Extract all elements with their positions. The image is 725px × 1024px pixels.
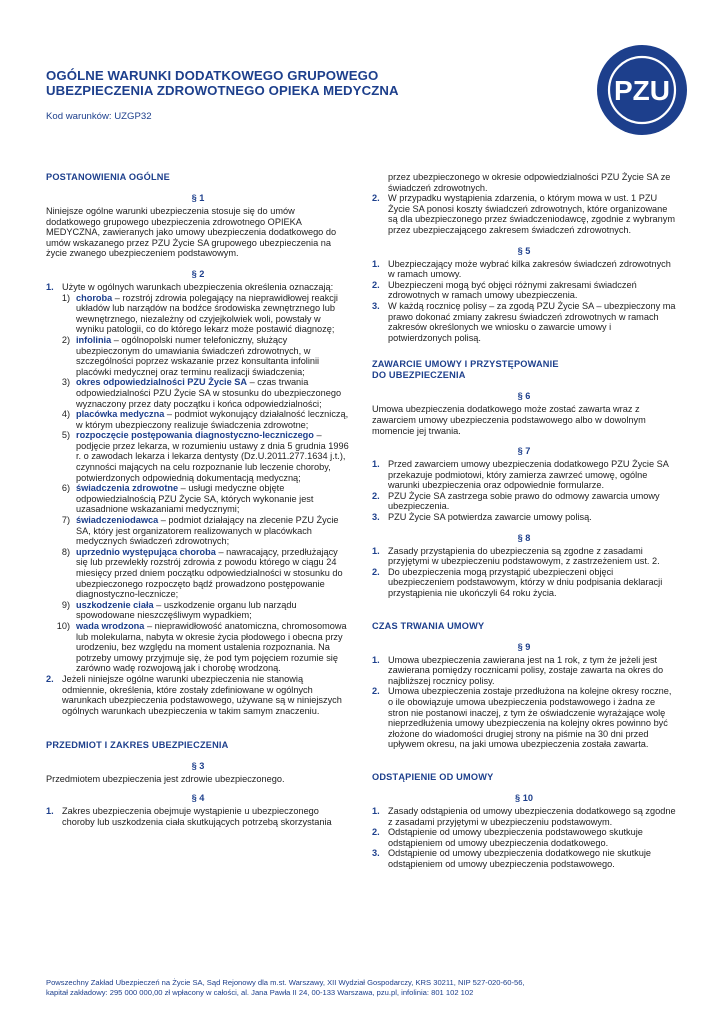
list-item: 2. PZU Życie SA zastrzega sobie prawo do odmowy zawarcia umowy ubezpieczenia. xyxy=(372,490,660,512)
definition-term: okres odpowiedzialności PZU Życie SA xyxy=(76,377,248,388)
definition-item: 7) świadczeniodawca – podmiot działający na zlecenie PZU Życie SA, który jest organizatorem realizowanych w placówkach medycznych świadczeń zdrowotnych; xyxy=(61,515,339,547)
definition-text: – podmiot działający na zlecenie PZU Życie SA, który jest organizatorem realizowanych w placówkach medycznych świadczeń zdrowotnych; xyxy=(76,515,339,547)
definition-item: 2) infolinia – ogólnopolski numer telefoniczny, służący ubezpieczonym do umawiania świadczeń zdrowotnych, w szczególności poprzez wskazanie przez konsultanta infolinii placówki medycznej oraz terminu realizacji świadczenia; xyxy=(61,334,320,377)
company-footer xyxy=(46,978,686,998)
definition-term: placówka medyczna xyxy=(76,409,165,420)
pzu-logo-text: PZU xyxy=(614,75,670,106)
section-heading-scope: PRZEDMIOT I ZAKRES UBEZPIECZENIA xyxy=(46,740,229,751)
list-item: 1. Zasady przystąpienia do ubezpieczenia są zgodne z zasadami przyjętymi w ubezpieczeniu podstawowym, z zastrzeżeniem ust. 2. xyxy=(372,545,660,567)
definition-text: – podjęcie przez lekarza, w rozumieniu ustawy z dnia 5 grudnia 1996 r. o zawodach lekarza i lekarza dentysty (Dz.U.2011.277.1634 j.t.), czynności mających na celu rozpoznanie lub leczenie choroby, potwierdzonych odpowiednią dokumentacją medyczną; xyxy=(76,430,349,483)
paragraph-10-heading: § 10 xyxy=(515,792,533,803)
paragraph-2-heading: § 2 xyxy=(191,268,205,279)
definition-text: – ogólnopolski numer telefoniczny, służący ubezpieczonym do umawiania świadczeń zdrowotnych, w szczególności poprzez wskazanie przez konsultanta infolinii placówki medycznej oraz terminu realizacji świadczenia; xyxy=(76,334,320,377)
definition-term: świadczeniodawca xyxy=(76,515,159,526)
section-heading-general: POSTANOWIENIA OGÓLNE xyxy=(46,172,170,182)
section-heading-withdrawal: ODSTĄPIENIE OD UMOWY xyxy=(372,771,494,782)
list-item: 3. Odstąpienie od umowy ubezpieczenia dodatkowego nie skutkuje odstąpieniem od umowy ubezpieczenia podstawowego. xyxy=(372,848,652,869)
definition-item: 1) choroba – rozstrój zdrowia polegający na nieprawidłowej reakcji układów lub narządów na bodźce środowiska zewnętrznego lub wewnętrznego, niezależny od czyjejkolwiek woli, powstały w wyniku patologii, co do którego lekarz może postawić diagnozę; xyxy=(61,292,338,335)
list-item: 2. Odstąpienie od umowy ubezpieczenia podstawowego skutkuje odstąpieniem od umowy ubezpieczenia dodatkowego. xyxy=(372,827,643,848)
section-heading-conclusion: ZAWARCIE UMOWY I PRZYSTĘPOWANIE DO UBEZPIECZENIA xyxy=(372,359,559,381)
paragraph-9-heading: § 9 xyxy=(517,641,531,652)
list-item: 1. Zasady odstąpienia od umowy ubezpieczenia dodatkowego są zgodne z zasadami przyjętymi w ubezpieczeniu podstawowym. xyxy=(372,805,676,827)
list-item: 1. Przed zawarciem umowy ubezpieczenia dodatkowego PZU Życie SA przekazuje podmiotowi, który zamierza zawrzeć umowę, ogólne warunki ubezpieczenia oraz odpowiednie formularze. xyxy=(372,459,669,491)
paragraph-5-heading: § 5 xyxy=(517,245,531,256)
conditions-code: Kod warunków: UZGP32 xyxy=(46,111,152,122)
paragraph-1-heading: § 1 xyxy=(191,193,205,203)
definition-text: – usługi medyczne objęte odpowiedzialnością PZU Życie SA, których wykonanie jest uzasadnione wskazaniami medycznymi; xyxy=(76,483,314,515)
paragraph-8-list xyxy=(372,546,676,599)
definition-term: świadczenia zdrowotne xyxy=(76,483,179,494)
definition-item: 10) wada wrodzona – nieprawidłowość anatomiczna, chromosomowa lub molekularna, nabyta w okresie życia płodowego i obecna przy urodzeniu, bez względu na moment ustalenia rozpoznania. Na potrzeby umowy przyjmuje się, że pod tym pojęciem rozumie się zarówno wadę rozwojową jak i chorobę wrodzoną. xyxy=(56,620,347,674)
definition-term: infolinia xyxy=(76,334,112,345)
definition-text: – nieprawidłowość anatomiczna, chromosomowa lub molekularna, nabyta w okresie życia płodowego i obecna przy urodzeniu, bez względu na moment ustalenia rozpoznania. Na potrzeby umowy przyjmuje się, że pod tym pojęciem rozumie się zarówno wadę rozwojową jak i chorobę wrodzoną. xyxy=(76,620,347,674)
list-item: 1. Użyte w ogólnych warunkach ubezpieczenia określenia oznaczają: xyxy=(46,281,334,292)
paragraph-3-text: Przedmiotem ubezpieczenia jest zdrowie ubezpieczonego. xyxy=(46,774,285,785)
definition-term: rozpoczęcie postępowania diagnostyczno-leczniczego xyxy=(76,430,314,441)
list-item: 2. Jeżeli niniejsze ogólne warunki ubezpieczenia nie stanowią odmiennie, określenia, które zostały zdefiniowane w ogólnych warunkach ubezpieczenia podstawowego, używane są w niniejszych ogólnych warunkach ubezpieczenia w takim samym znaczeniu. xyxy=(46,673,342,716)
paragraph-6-heading: § 6 xyxy=(517,391,531,402)
definition-term: uprzednio występująca choroba xyxy=(76,546,216,557)
right-column xyxy=(372,172,676,870)
paragraph-8-heading: § 8 xyxy=(517,532,531,543)
definition-text: – czas trwania odpowiedzialności PZU Życie SA w stosunku do ubezpieczonego wyznaczony przez daty początku i końca odpowiedzialności; xyxy=(76,377,342,409)
paragraph-5-list xyxy=(372,259,676,344)
paragraph-7-list xyxy=(372,459,676,523)
list-item: 1. Ubezpieczający może wybrać kilka zakresów świadczeń zdrowotnych w ramach umowy. xyxy=(372,258,671,280)
document-title-line-2: UBEZPIECZENIA ZDROWOTNEGO OPIEKA MEDYCZNA xyxy=(46,83,399,98)
definition-term: uszkodzenie ciała xyxy=(76,599,154,610)
list-item: 2. Ubezpieczeni mogą być objęci różnymi zakresami świadczeń zdrowotnych w ramach umowy ubezpieczenia. xyxy=(372,279,637,301)
definition-item: 3) okres odpowiedzialności PZU Życie SA – czas trwania odpowiedzialności PZU Życie SA w stosunku do ubezpieczonego wyznaczony przez daty początku i końca odpowiedzialności; xyxy=(61,377,342,409)
paragraph-3-heading: § 3 xyxy=(191,761,205,772)
definition-item: 5) rozpoczęcie postępowania diagnostyczno-leczniczego – podjęcie przez lekarza, w rozumieniu ustawy z dnia 5 grudnia 1996 r. o zawodach lekarza i lekarza dentysty (Dz.U.2011.277.1634 j.t.), czynności mających na celu rozpoznanie lub leczenie choroby, potwierdzonych odpowiednią dokumentacją medyczną; xyxy=(61,430,349,483)
definition-item: 4) placówka medyczna – podmiot wykonujący działalność leczniczą, w którym ubezpieczony realizuje świadczenia zdrowotne; xyxy=(61,409,349,430)
paragraph-1-text: Niniejsze ogólne warunki ubezpieczenia stosuje się do umów dodatkowego grupowego ubezpieczenia zdrowotnego OPIEKA MEDYCZNA, zawieranych jako umowy ubezpieczenia dodatkowego do umów wskazanego przez PZU Życie SA grupowego ubezpieczenia na życie zwanego ubezpieczeniem podstawowym. xyxy=(46,206,337,259)
list-item: 1. Zakres ubezpieczenia obejmuje wystąpienie u ubezpieczonego choroby lub uszkodzenia ciała skutkujących potrzebą skorzystania xyxy=(46,805,332,827)
paragraph-4-heading: § 4 xyxy=(191,792,205,803)
list-item: 2. Do ubezpieczenia mogą przystąpić ubezpieczeni objęci ubezpieczeniem podstawowym, którzy w dniu podpisania deklaracji przystąpienia nie ukończyli 64 roku życia. xyxy=(372,566,663,599)
definition-term: wada wrodzona xyxy=(76,620,145,631)
paragraph-6-text: Umowa ubezpieczenia dodatkowego może zostać zawarta wraz z zawarciem umowy ubezpieczenia podstawowego albo w dowolnym momencie jej trwania. xyxy=(372,404,646,436)
document-title xyxy=(46,68,516,98)
definition-text: – podmiot wykonujący działalność leczniczą, w którym ubezpieczony realizuje świadczenia zdrowotne; xyxy=(76,409,349,430)
definition-item: 8) uprzednio występująca choroba – nawracający, przedłużający się lub przewlekły rozstrój zdrowia z powodu którego w ciągu 24 miesięcy przed dniem początku odpowiedzialności w stosunku do ubezpieczonego rozpoczęto bądź prowadzono postępowanie diagnostyczno-lecznicze; xyxy=(61,546,343,600)
section-heading-duration: CZAS TRWANIA UMOWY xyxy=(372,620,485,631)
list-item: 3. W każdą rocznicę polisy – za zgodą PZU Życie SA – ubezpieczony ma prawo dokonać zmiany zakresu świadczeń zdrowotnych w ramach zakresów określonych we wniosku o zawarcie umowy i potwierdzonych polisą. xyxy=(372,300,676,343)
definition-text: – rozstrój zdrowia polegający na nieprawidłowej reakcji układów lub narządów na bodźce środowiska zewnętrznego lub wewnętrznego, niezależny od czyjejkolwiek woli, powstały w wyniku patologii, co do którego lekarz może postawić diagnozę; xyxy=(76,292,338,335)
paragraph-9-list xyxy=(372,655,676,750)
document-title-line-1: OGÓLNE WARUNKI DODATKOWEGO GRUPOWEGO xyxy=(46,68,379,83)
definition-term: choroba xyxy=(76,292,113,303)
pzu-logo xyxy=(594,42,690,138)
definition-item: 6) świadczenia zdrowotne – usługi medyczne objęte odpowiedzialnością PZU Życie SA, których wykonanie jest uzasadnione wskazaniami medycznymi; xyxy=(61,483,314,515)
paragraph-10-list xyxy=(372,806,676,870)
definition-text: – uszkodzenie organu lub narządu spowodowane nieszczęśliwym wypadkiem; xyxy=(76,599,297,621)
footer-line-1: Powszechny Zakład Ubezpieczeń na Życie SA, Sąd Rejonowy dla m.st. Warszawy, XII Wydział Gospodarczy, KRS 30211, NIP 527-020-60-56, xyxy=(46,978,525,987)
left-column xyxy=(46,172,350,827)
definitions-list xyxy=(46,293,350,674)
list-item: 2. Umowa ubezpieczenia zostaje przedłużona na kolejne okresy roczne, o ile obowiązuje umowa ubezpieczenia podstawowego i żadna ze stron nie postanowi inaczej, z tym że oświadczenie wyrażające wolę nieprzedłużenia umowy ubezpieczenia na kolejny okres powinno być złożone do wiadomości drugiej strony na piśmie na 30 dni przed upływem okresu, na jaki umowa ubezpieczenia została zawarta. xyxy=(372,686,672,750)
list-item: 3. PZU Życie SA potwierdza zawarcie umowy polisą. xyxy=(372,512,592,523)
list-item: 2. W przypadku wystąpienia zdarzenia, o którym mowa w ust. 1 PZU Życie SA ponosi koszty świadczeń zdrowotnych, które organizowane są dla ubezpieczonego przez świadczeniodawcę, zgodnie z wybranym przez ubezpieczającego zakresem świadczeń zdrowotnych. xyxy=(372,193,676,235)
footer-line-2: kapitał zakładowy: 295 000 000,00 zł wpłacony w całości, al. Jana Pawła II 24, 00-133 Warszawa, pzu.pl, infolinia: 801 102 102 xyxy=(46,988,474,997)
list-item: 1. Umowa ubezpieczenia zawierana jest na 1 rok, z tym że jeżeli jest zawierana pomiędzy rocznicami polisy, zostaje zawarta na okres do najbliższej rocznicy polisy. xyxy=(372,654,664,686)
list-item-continued: przez ubezpieczonego w okresie odpowiedzialności PZU Życie SA ze świadczeń zdrowotnych. xyxy=(388,172,671,193)
paragraph-7-heading: § 7 xyxy=(517,446,531,457)
definition-text: – nawracający, przedłużający się lub przewlekły rozstrój zdrowia z powodu którego w ciągu 24 miesięcy przed dniem początku odpowiedzialności w stosunku do ubezpieczonego rozpoczęto bądź prowadzono postępowanie diagnostyczno-lecznicze; xyxy=(76,546,343,600)
definition-item: 9) uszkodzenie ciała – uszkodzenie organu lub narządu spowodowane nieszczęśliwym wypadkiem; xyxy=(61,599,297,621)
